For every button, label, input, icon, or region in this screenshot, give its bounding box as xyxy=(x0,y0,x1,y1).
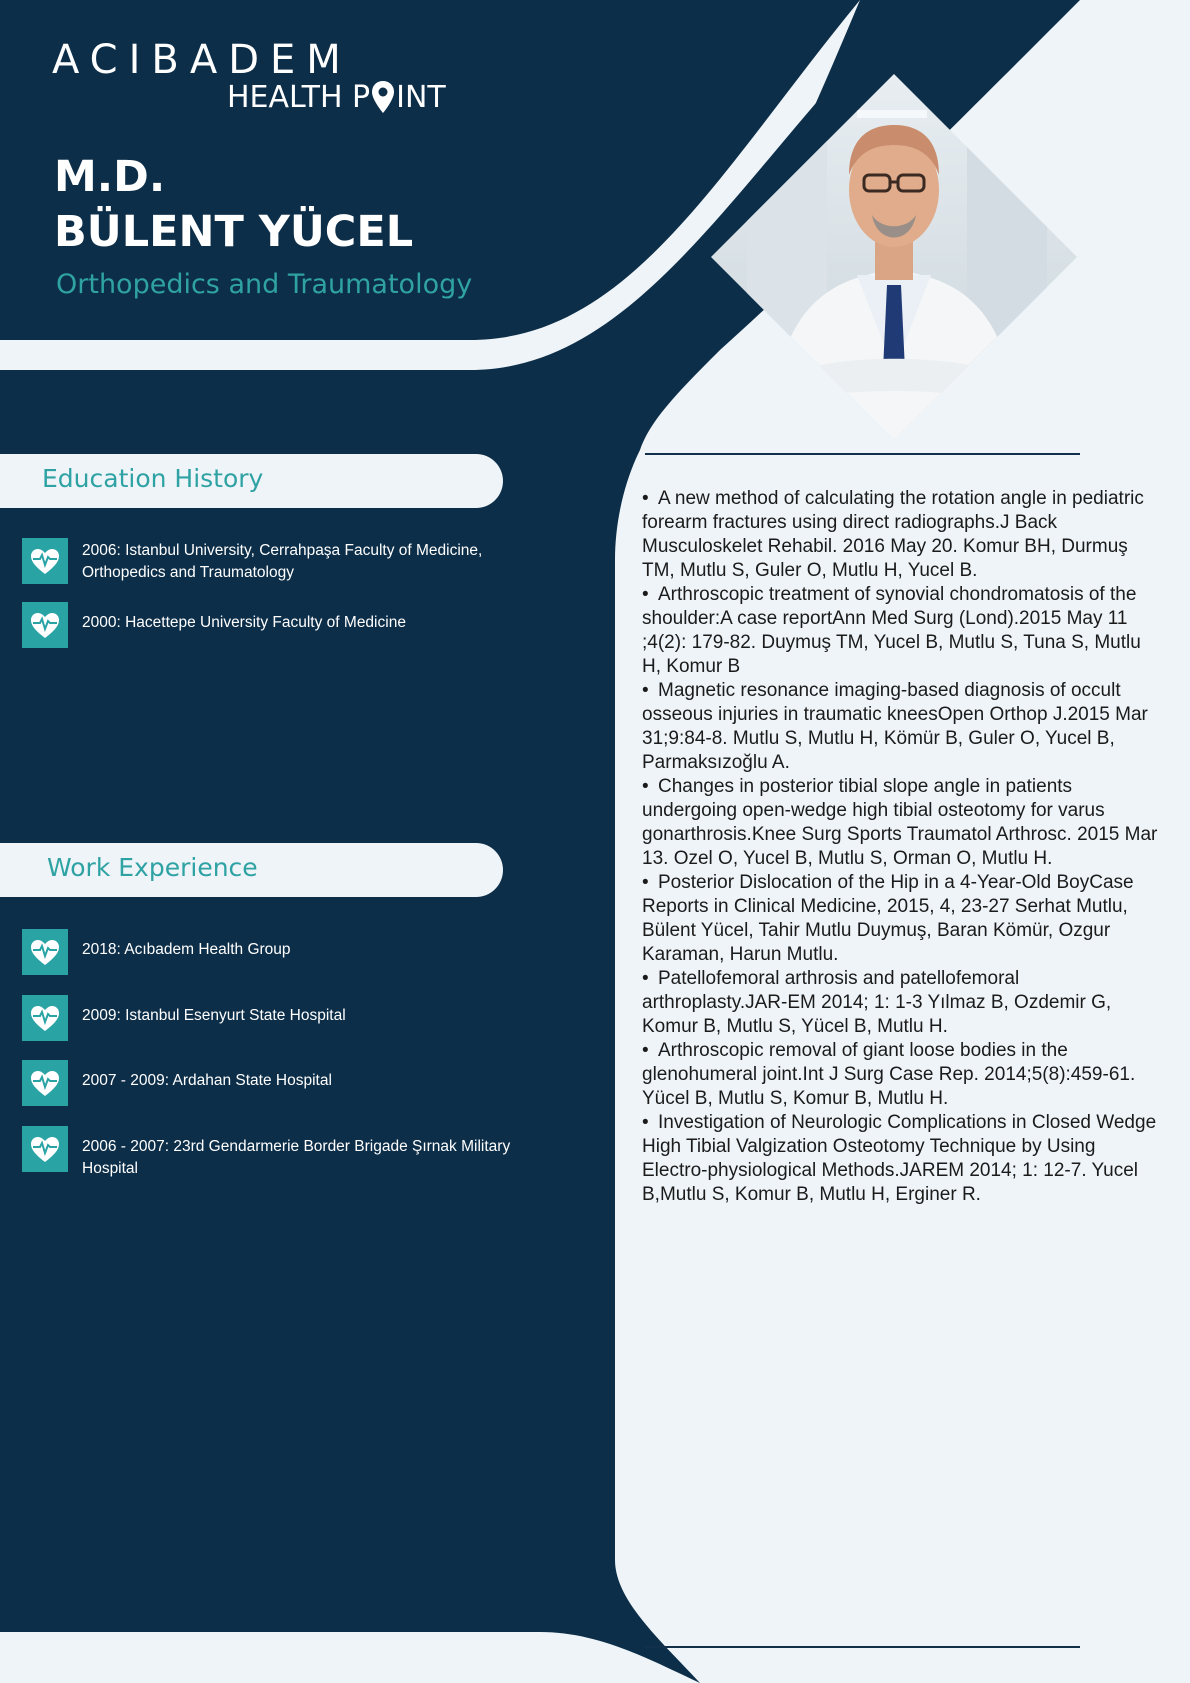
heart-pulse-icon xyxy=(22,1060,68,1106)
publication-item xyxy=(642,967,1164,1039)
bullet: • xyxy=(642,968,649,989)
work-heading: Work Experience xyxy=(47,853,258,882)
education-heading-pill xyxy=(0,454,503,508)
publication-text: Posterior Dislocation of the Hip in a 4-Year-Old BoyCase Reports in Clinical Medicine, 2015, 4, 23-27 Serhat Mutlu, Bülent Yücel, Tahir Mutlu Duymuş, Baran Kömür, Ozgur Karaman, Harun Mutlu. xyxy=(642,872,1134,965)
bullet: • xyxy=(642,1112,649,1133)
doctor-specialty: Orthopedics and Traumatology xyxy=(56,269,473,300)
publications-bottom-rule xyxy=(645,1646,1080,1648)
brand-subtitle-part1: HEALTH P xyxy=(227,80,371,115)
work-item-text: 2009: Istanbul Esenyurt State Hospital xyxy=(82,1007,346,1024)
education-heading: Education History xyxy=(42,464,264,493)
heart-pulse-icon xyxy=(22,995,68,1041)
heart-pulse-icon xyxy=(22,929,68,975)
map-pin-icon xyxy=(371,80,395,114)
heart-pulse-icon xyxy=(22,602,68,648)
publication-item xyxy=(642,487,1164,583)
bullet: • xyxy=(642,776,649,797)
publication-text: Changes in posterior tibial slope angle in patients undergoing open-wedge high tibial osteotomy for varus gonarthrosis.Knee Surg Sports Traumatol Arthrosc. 2015 Mar 13. Ozel O, Yucel B, Mutlu S, Orman O, Mutlu H. xyxy=(642,776,1158,869)
publications-list xyxy=(642,487,1164,1207)
publication-text: Patellofemoral arthrosis and patellofemoral arthroplasty.JAR-EM 2014; 1: 1-3 Yılmaz B, Ozdemir G, Komur B, Mutlu S, Yücel B, Mutlu H. xyxy=(642,968,1112,1037)
brand-subtitle-part2: INT xyxy=(396,80,446,115)
bullet: • xyxy=(642,1040,649,1061)
publication-text: A new method of calculating the rotation angle in pediatric forearm fractures using direct radiographs.J Back Musculoskelet Rehabil. 2016 May 20. Komur BH, Durmuş TM, Mutlu S, Guler O, Mutlu H, Yucel B. xyxy=(642,488,1144,581)
education-item-text: 2000: Hacettepe University Faculty of Medicine xyxy=(82,614,406,631)
heart-pulse-icon xyxy=(22,1126,68,1172)
publication-item xyxy=(642,583,1164,679)
publication-text: Arthroscopic removal of giant loose bodies in the glenohumeral joint.Int J Surg Case Rep. 2014;5(8):459-61. Yücel B, Mutlu S, Komur B, Mutlu H. xyxy=(642,1040,1136,1109)
doctor-full-name: BÜLENT YÜCEL xyxy=(54,207,414,257)
work-item-text: 2006 - 2007: 23rd Gendarmerie Border Brigade Şırnak Military Hospital xyxy=(82,1138,511,1177)
work-item-text: 2007 - 2009: Ardahan State Hospital xyxy=(82,1072,332,1089)
bullet: • xyxy=(642,872,649,893)
doctor-name xyxy=(54,150,413,260)
brand-name: ACIBADEM xyxy=(52,37,352,83)
brand-subtitle xyxy=(227,80,446,115)
education-item-text: 2006: Istanbul University, Cerrahpaşa Faculty of Medicine, Orthopedics and Traumatology xyxy=(82,542,483,581)
publication-item xyxy=(642,775,1164,871)
publication-text: Magnetic resonance imaging-based diagnosis of occult osseous injuries in traumatic kneesOpen Orthop J.2015 Mar 31;9:84-8. Mutlu S, Mutlu H, Kömür B, Guler O, Yucel B, Parmaksızoğlu A. xyxy=(642,680,1148,773)
bullet: • xyxy=(642,488,649,509)
publication-item xyxy=(642,1111,1164,1207)
work-item-text: 2018: Acıbadem Health Group xyxy=(82,941,291,958)
work-heading-pill xyxy=(0,843,503,897)
bullet: • xyxy=(642,680,649,701)
publication-item xyxy=(642,871,1164,967)
brand-logo xyxy=(52,37,446,115)
bullet: • xyxy=(642,584,649,605)
heart-pulse-icon xyxy=(22,538,68,584)
doctor-title: M.D. xyxy=(54,152,166,202)
publication-text: Investigation of Neurologic Complications in Closed Wedge High Tibial Valgization Osteotomy Technique by Using Electro-physiological Methods.JAREM 2014; 1: 12-7. Yucel B,Mutlu S, Komur B, Mutlu H, Erginer R. xyxy=(642,1112,1157,1205)
publications-top-rule xyxy=(645,453,1080,455)
publication-item xyxy=(642,1039,1164,1111)
publication-item xyxy=(642,679,1164,775)
publication-text: Arthroscopic treatment of synovial chondromatosis of the shoulder:A case reportAnn Med Surg (Lond).2015 May 11 ;4(2): 179-82. Duymuş TM, Yucel B, Mutlu S, Tuna S, Mutlu H, Komur B xyxy=(642,584,1141,677)
doctor-portrait xyxy=(707,70,1081,444)
